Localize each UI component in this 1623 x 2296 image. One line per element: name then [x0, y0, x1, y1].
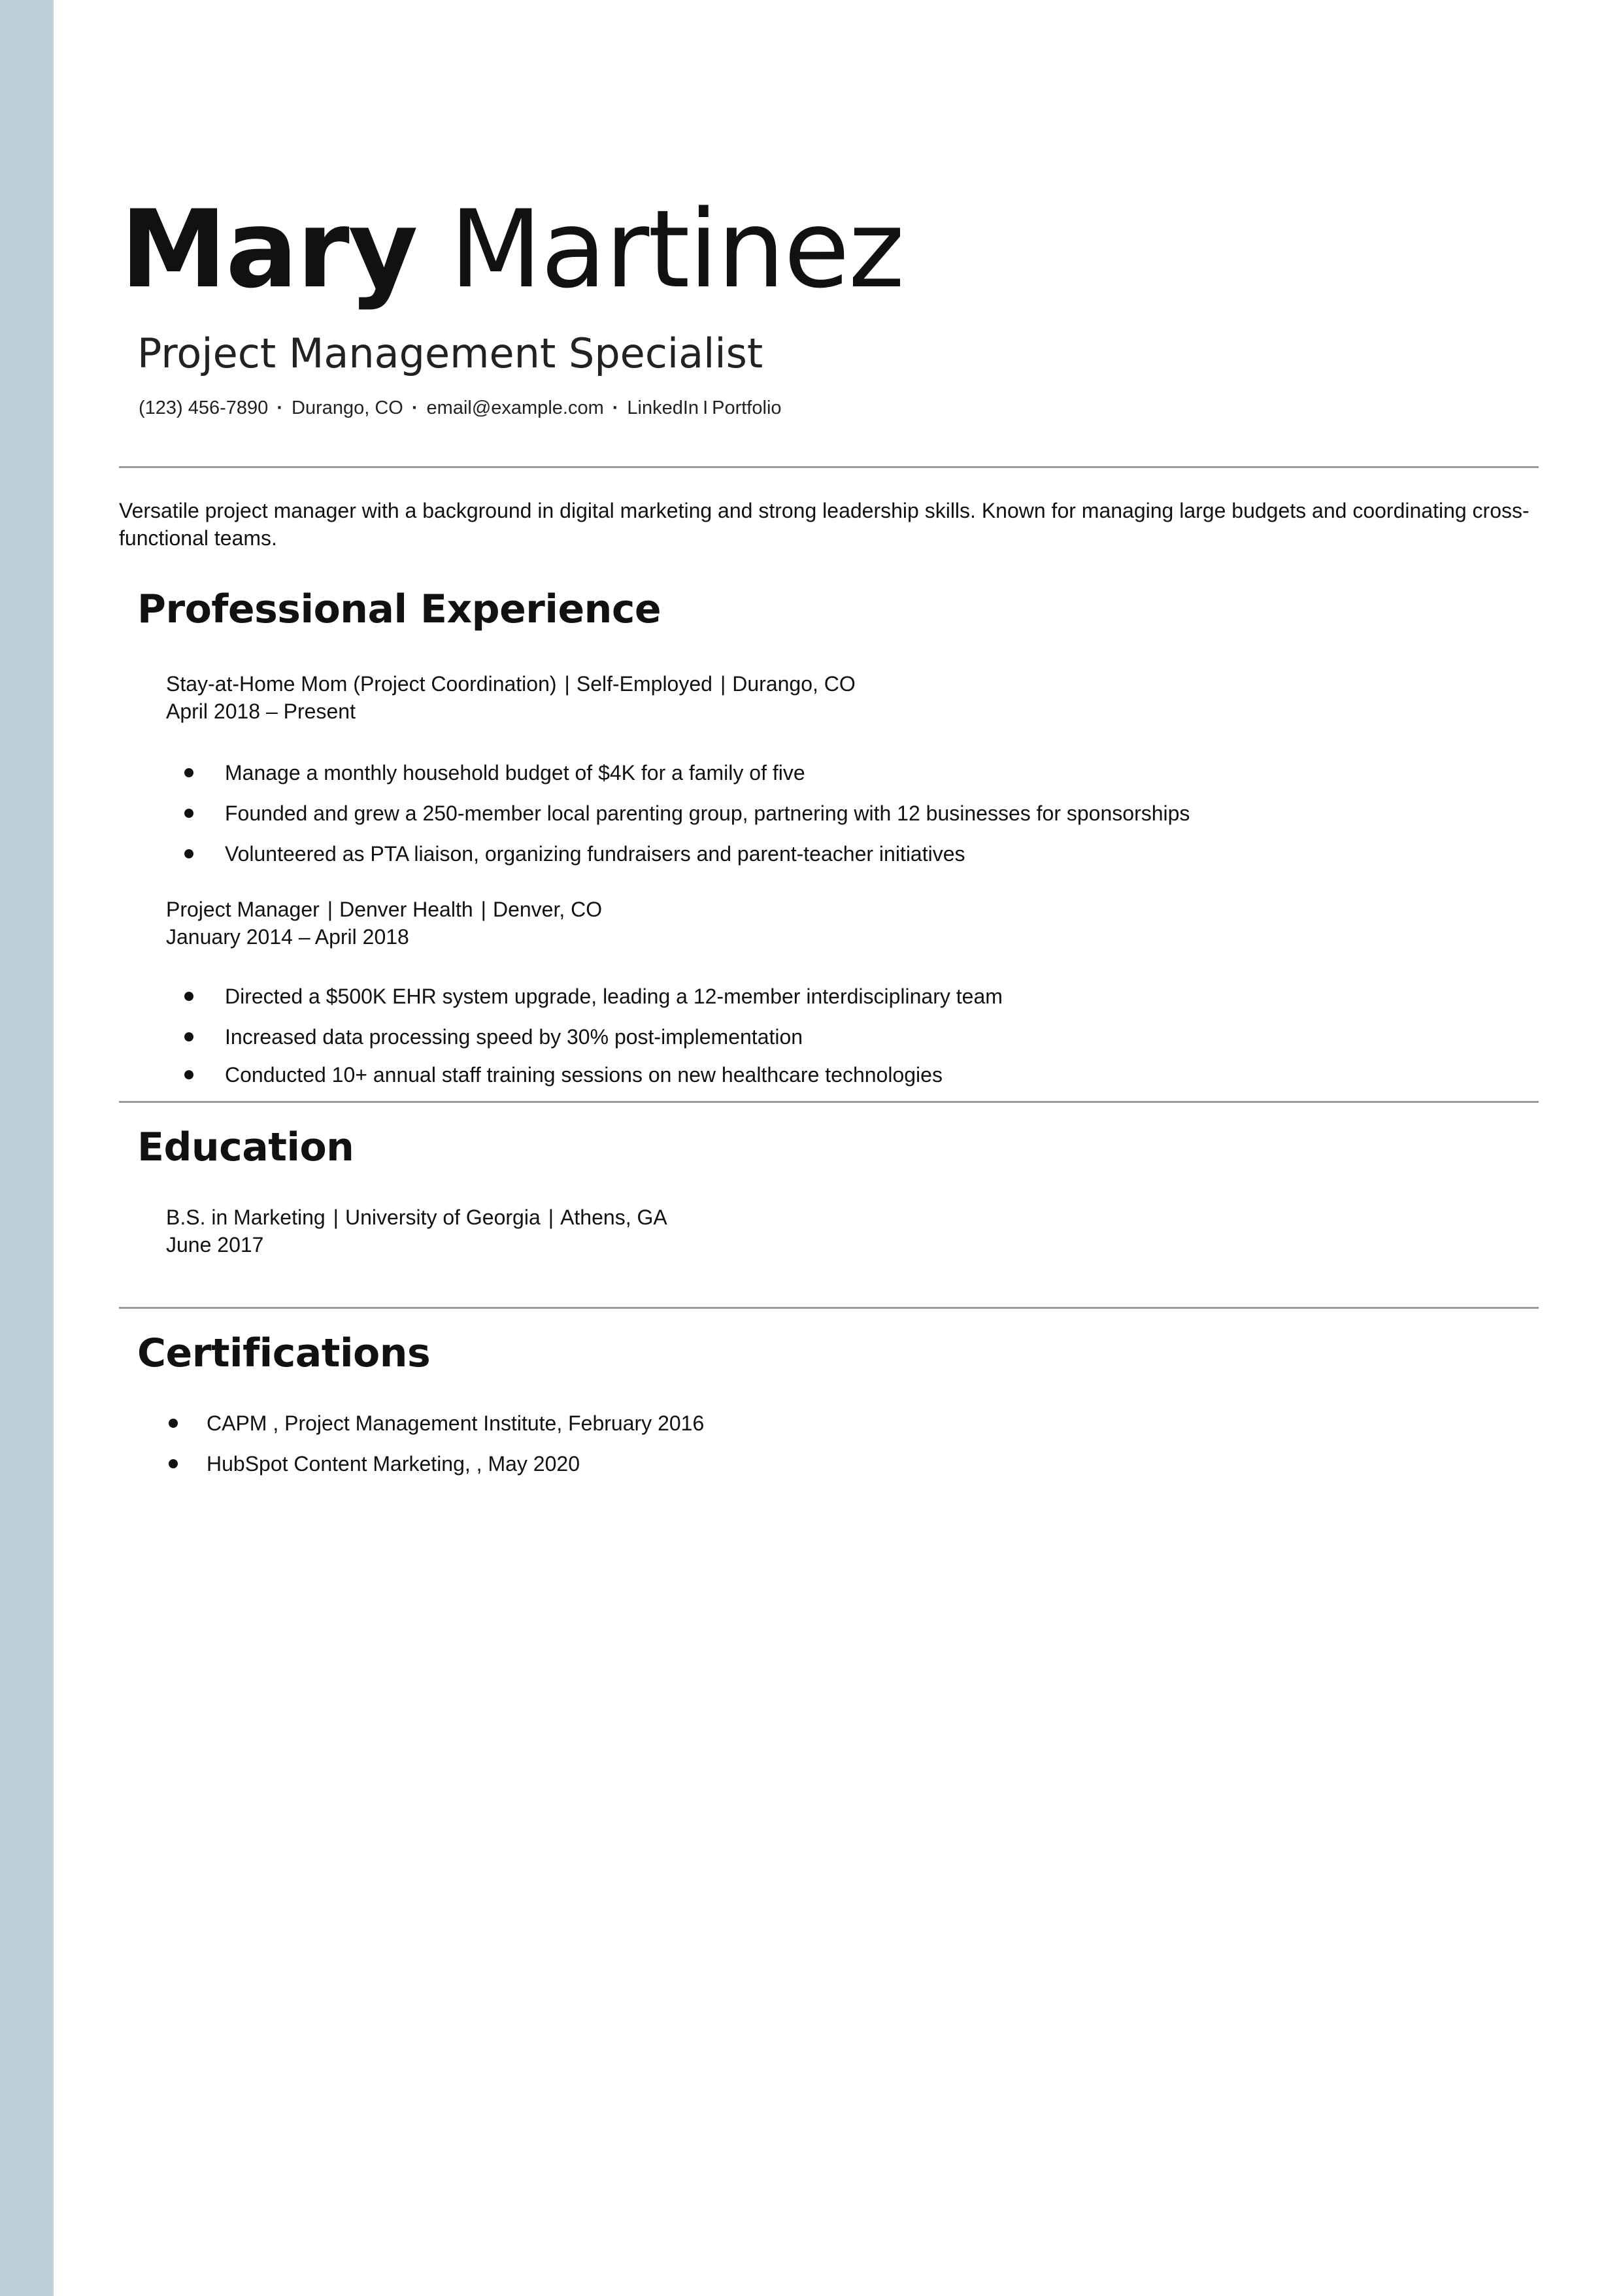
side-accent-band — [0, 0, 54, 2296]
linkedin-link[interactable]: LinkedIn — [627, 397, 699, 418]
bullet-icon — [169, 1419, 178, 1428]
degree: B.S. in Marketing — [166, 1206, 326, 1229]
school-location: Athens, GA — [560, 1206, 667, 1229]
list-item — [225, 759, 1190, 786]
bullet-icon — [184, 849, 193, 858]
location: Durango, CO — [292, 397, 403, 418]
portfolio-link[interactable]: Portfolio — [712, 397, 782, 418]
pipe-separator: | — [548, 1206, 554, 1229]
bullet-icon — [184, 992, 193, 1001]
bullet-icon — [169, 1459, 178, 1468]
list-item — [207, 1410, 704, 1437]
email-link[interactable]: email@example.com — [426, 397, 604, 418]
dot-separator: · — [276, 397, 283, 418]
pipe-separator: | — [327, 898, 333, 921]
bullet-icon — [184, 1032, 193, 1041]
divider — [119, 1101, 1539, 1103]
link-separator: I — [703, 397, 709, 418]
list-item — [225, 800, 1190, 827]
candidate-name — [120, 178, 903, 322]
bullet-icon — [184, 1070, 193, 1079]
education-date: June 2017 — [166, 1233, 264, 1257]
contact-line — [139, 395, 782, 421]
education-header — [166, 1204, 667, 1231]
job-location: Denver, CO — [492, 898, 603, 921]
bullet-text: Volunteered as PTA liaison, organizing fundraisers and parent-teacher initiatives — [225, 842, 965, 866]
certification-text: CAPM , Project Management Institute, February 2016 — [207, 1411, 705, 1435]
dot-separator: · — [612, 397, 619, 418]
phone: (123) 456-7890 — [139, 397, 269, 418]
pipe-separator: | — [720, 672, 726, 696]
list-item — [225, 1061, 1003, 1089]
pipe-separator: | — [564, 672, 570, 696]
bullet-text: Manage a monthly household budget of $4K for a family of five — [225, 761, 805, 785]
certifications-heading: Certifications — [137, 1330, 431, 1376]
bullet-text: Increased data processing speed by 30% post-implementation — [225, 1025, 803, 1049]
job-company: Self-Employed — [576, 672, 712, 696]
job-role: Project Manager — [166, 898, 320, 921]
list-item — [207, 1450, 704, 1477]
list-item — [225, 983, 1003, 1010]
bullet-text: Founded and grew a 250-member local parenting group, partnering with 12 businesses for sponsorships — [225, 802, 1190, 825]
certification-text: HubSpot Content Marketing, , May 2020 — [207, 1452, 580, 1476]
pipe-separator: | — [480, 898, 486, 921]
job-header — [166, 896, 602, 923]
job-company: Denver Health — [339, 898, 473, 921]
summary: Versatile project manager with a background in digital marketing and strong leadership skills. Known for managing large budgets and coordinating cross-functional teams. — [119, 499, 1530, 550]
bullet-text: Directed a $500K EHR system upgrade, leading a 12-member interdisciplinary team — [225, 985, 1003, 1008]
job-location: Durango, CO — [732, 672, 856, 696]
dot-separator: · — [411, 397, 418, 418]
experience-heading: Professional Experience — [137, 586, 661, 632]
job-title: Project Management Specialist — [137, 329, 763, 377]
pipe-separator: | — [333, 1206, 339, 1229]
bullet-icon — [184, 809, 193, 818]
school: University of Georgia — [344, 1206, 541, 1229]
bullet-icon — [184, 768, 193, 777]
job-header — [166, 670, 856, 698]
bullet-text: Conducted 10+ annual staff training sessions on new healthcare technologies — [225, 1063, 943, 1087]
divider — [119, 1307, 1539, 1309]
certifications-list — [207, 1410, 704, 1477]
job-bullets — [225, 983, 1003, 1089]
education-heading: Education — [137, 1124, 354, 1170]
job-bullets — [225, 759, 1190, 868]
list-item — [225, 1023, 1003, 1051]
job-role: Stay-at-Home Mom (Project Coordination) — [166, 672, 557, 696]
job-dates: January 2014 – April 2018 — [166, 925, 409, 949]
divider — [119, 466, 1539, 468]
job-dates: April 2018 – Present — [166, 700, 356, 723]
last-name: Martinez — [449, 187, 904, 312]
first-name: Mary — [120, 187, 417, 312]
list-item — [225, 840, 1190, 868]
